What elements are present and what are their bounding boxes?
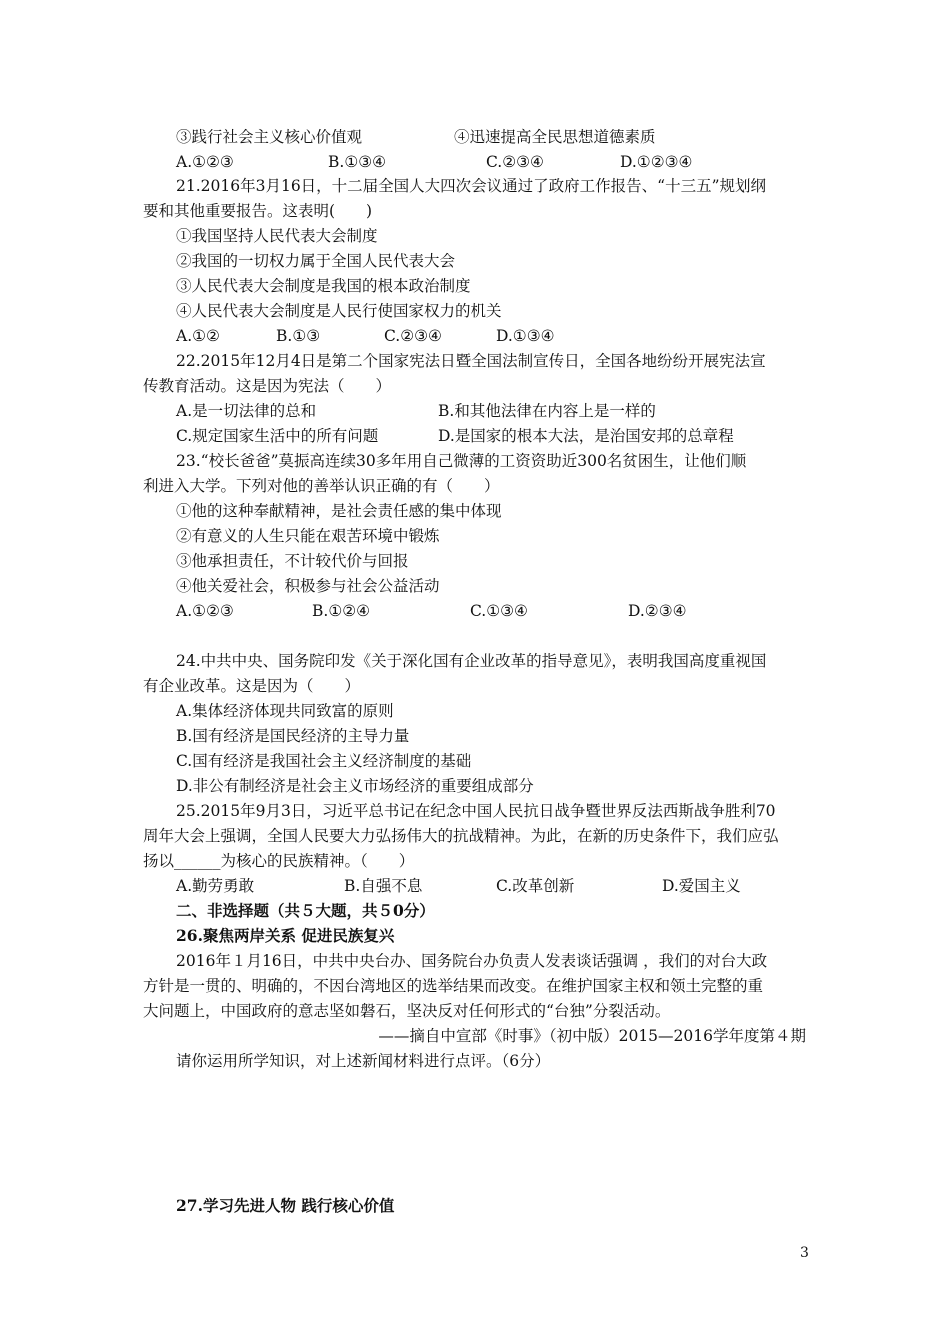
q26-paragraph-line2: 方针是一贯的、明确的，不因台湾地区的选举结果而改变。在维护国家主权和领土完整的重 — [143, 977, 764, 995]
q20-option-c: C.②③④ — [486, 153, 544, 171]
q23-item-3: ③他承担责任，不计较代价与回报 — [176, 552, 409, 570]
q24-option-a: A.集体经济体现共同致富的原则 — [176, 702, 394, 720]
q25-option-b: B.自强不息 — [344, 877, 423, 895]
q26-title: 26.聚焦两岸关系 促进民族复兴 — [176, 926, 395, 945]
q21-item-3: ③人民代表大会制度是我国的根本政治制度 — [176, 277, 471, 295]
q26-paragraph-line1: 2016年１月16日，中共中央台办、国务院台办负责人发表谈话强调 ，我们的对台大政 — [176, 952, 768, 970]
q22-option-a: A.是一切法律的总和 — [176, 402, 317, 420]
q23-option-d: D.②③④ — [628, 602, 687, 620]
q20-item-3: ③践行社会主义核心价值观 — [176, 128, 363, 146]
q21-stem-line1: 21.2016年3月16日，十二届全国人大四次会议通过了政府工作报告、“十三五”规划纲 — [176, 177, 767, 195]
q22-option-d: D.是国家的根本大法，是治国安邦的总章程 — [438, 427, 734, 445]
q24-option-c: C.国有经济是我国社会主义经济制度的基础 — [176, 752, 472, 770]
q23-option-c: C.①③④ — [470, 602, 528, 620]
page-number: 3 — [800, 1245, 809, 1261]
q21-option-d: D.①③④ — [496, 327, 555, 345]
q23-option-b: B.①②④ — [312, 602, 371, 620]
q20-option-a: A.①②③ — [176, 153, 234, 171]
q21-item-2: ②我国的一切权力属于全国人民代表大会 — [176, 252, 456, 270]
section-heading: 二、非选择题（共５大题，共５0分） — [176, 901, 435, 920]
q21-item-1: ①我国坚持人民代表大会制度 — [176, 227, 378, 245]
q22-option-c: C.规定国家生活中的所有问题 — [176, 427, 379, 445]
q20-option-d: D.①②③④ — [620, 153, 693, 171]
q23-stem-line2: 利进入大学。下列对他的善举认识正确的有（ ） — [143, 477, 500, 495]
q22-option-b: B.和其他法律在内容上是一样的 — [438, 402, 656, 420]
q22-stem-line1: 22.2015年12月4日是第二个国家宪法日暨全国法制宣传日，全国各地纷纷开展宪法宣 — [176, 352, 766, 370]
q24-stem-line2: 有企业改革。这是因为（ ） — [143, 677, 361, 695]
q26-question: 请你运用所学知识，对上述新闻材料进行点评。（6分） — [176, 1052, 551, 1070]
q26-source: ——摘自中宣部《时事》（初中版）2015—2016学年度第４期 — [378, 1027, 806, 1045]
q23-stem-line1: 23.“校长爸爸”莫振高连续30多年用自己微薄的工资资助近300名贫困生，让他们顺 — [176, 452, 747, 470]
q25-stem-line3: 扬以______为核心的民族精神。（ ） — [143, 852, 415, 870]
q20-option-b: B.①③④ — [328, 153, 387, 171]
q23-item-2: ②有意义的人生只能在艰苦环境中锻炼 — [176, 527, 440, 545]
q25-stem-line2: 周年大会上强调，全国人民要大力弘扬伟大的抗战精神。为此，在新的历史条件下，我们应弘 — [143, 827, 779, 845]
q21-option-a: A.①② — [176, 327, 220, 345]
q24-option-b: B.国有经济是国民经济的主导力量 — [176, 727, 410, 745]
q26-paragraph-line3: 大问题上，中国政府的意志坚如磐石，坚决反对任何形式的“台独”分裂活动。 — [143, 1002, 671, 1020]
q27-title: 27.学习先进人物 践行核心价值 — [176, 1196, 395, 1215]
q23-option-a: A.①②③ — [176, 602, 234, 620]
q22-stem-line2: 传教育活动。这是因为宪法（ ） — [143, 377, 392, 395]
q25-stem-line1: 25.2015年9月3日，习近平总书记在纪念中国人民抗日战争暨世界反法西斯战争胜利70 — [176, 802, 776, 820]
q21-item-4: ④人民代表大会制度是人民行使国家权力的机关 — [176, 302, 502, 320]
q24-option-d: D.非公有制经济是社会主义市场经济的重要组成部分 — [176, 777, 534, 795]
q25-option-a: A.勤劳勇敢 — [176, 877, 255, 895]
q21-stem-line2: 要和其他重要报告。这表明( ) — [143, 202, 373, 220]
q21-option-c: C.②③④ — [384, 327, 442, 345]
q23-item-1: ①他的这种奉献精神，是社会责任感的集中体现 — [176, 502, 502, 520]
q20-item-4: ④迅速提高全民思想道德素质 — [454, 128, 656, 146]
q25-option-d: D.爱国主义 — [662, 877, 741, 895]
q21-option-b: B.①③ — [276, 327, 321, 345]
q23-item-4: ④他关爱社会，积极参与社会公益活动 — [176, 577, 440, 595]
q24-stem-line1: 24.中共中央、国务院印发《关于深化国有企业改革的指导意见》，表明我国高度重视国 — [176, 652, 767, 670]
q25-option-c: C.改革创新 — [496, 877, 575, 895]
